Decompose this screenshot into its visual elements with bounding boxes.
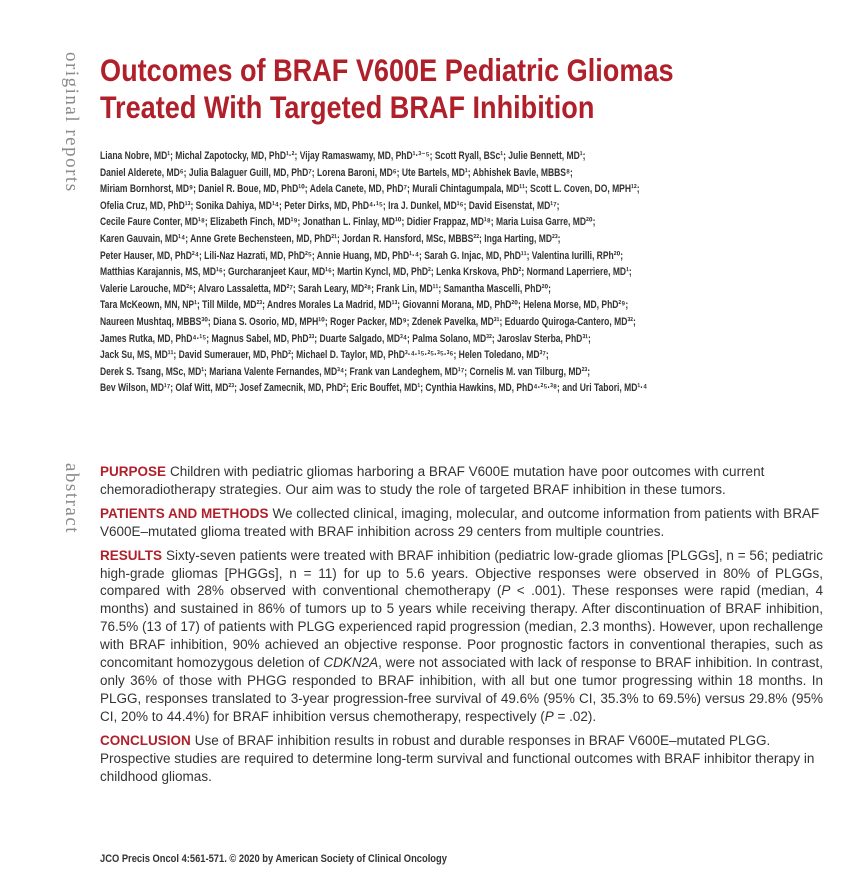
purpose-text: Children with pediatric gliomas harboring a BRAF V600E mutation have poor outcomes with current chemoradiotherapy strategies. Our aim was to study the role of targeted BRAF inhibition in these tumors. bbox=[100, 464, 765, 497]
author-line: James Rutka, MD, PhD⁴·¹⁵; Magnus Sabel, MD, PhD³³; Duarte Salgado, MD³⁴; Palma Solano, MD³²; Jaroslav Sterba, PhD³¹; bbox=[100, 332, 591, 345]
author-line: Miriam Bornhorst, MD⁹; Daniel R. Boue, MD, PhD¹⁰; Adela Canete, MD, PhD⁷; Murali Chintagumpala, MD¹¹; Scott L. Coven, DO, MPH¹²; bbox=[100, 183, 640, 196]
article-title: Outcomes of BRAF V600E Pediatric Gliomas Treated With Targeted BRAF Inhibition bbox=[100, 52, 674, 125]
results-p-symbol-2: P bbox=[544, 708, 554, 724]
author-line: Bev Wilson, MD¹⁷; Olaf Witt, MD²³; Josef Zamecnik, MD, PhD²; Eric Bouffet, MD¹; Cynthia Hawkins, MD, PhD⁴·²⁵·³⁸; and Uri Tabori, MD¹·⁴ bbox=[100, 382, 648, 395]
author-line: Valerie Larouche, MD²⁶; Alvaro Lassaletta, MD²⁷; Sarah Leary, MD²⁸; Frank Lin, MD¹¹; Samantha Mascelli, PhD²⁰; bbox=[100, 282, 552, 295]
author-line: Tara McKeown, MN, NP¹; Till Milde, MD²³; Andres Morales La Madrid, MD¹³; Giovanni Morana, MD, PhD²⁰; Helena Morse, MD, PhD²⁹; bbox=[100, 299, 629, 312]
author-line: Liana Nobre, MD¹; Michal Zapotocky, MD, PhD¹·²; Vijay Ramaswamy, MD, PhD¹·³⁻⁵; Scott Ryall, BSc¹; Julie Bennett, MD¹; bbox=[100, 150, 586, 162]
conclusion-text: Use of BRAF inhibition results in robust and durable responses in BRAF V600E–mutated PLGG. Prospective studies are required to determine long-term survival and functional outcomes with BRAF inhibitor therapy in childhood gliomas. bbox=[100, 732, 815, 784]
author-line: Daniel Alderete, MD⁶; Julia Balaguer Guill, MD, PhD⁷; Lorena Baroni, MD⁶; Ute Bartels, MD¹; Abhishek Bavle, MBBS⁸; bbox=[100, 166, 573, 179]
results-text-1: Sixty-seven patients were treated with BRAF inhibition (pediatric low-grade gliomas [PLGGs], n = 56; pediatric high-grade gliomas [PHGGs], n = 11) for up to 5.6 years. Objective responses were observed in 80% of PLGGs, compared with 28% observed with conventional chemotherapy ( bbox=[100, 547, 823, 599]
section-label-abstract: abstract bbox=[61, 463, 82, 535]
author-line: Derek S. Tsang, MSc, MD¹; Mariana Valente Fernandes, MD³⁴; Frank van Landeghem, MD¹⁷; Cornelis M. van Tilburg, MD²³; bbox=[100, 365, 591, 378]
methods-text: We collected clinical, imaging, molecular, and outcome information from patients with BRAF V600E–mutated glioma treated with BRAF inhibition across 29 centers from multiple countries. bbox=[100, 505, 820, 539]
section-label-original-reports: original reports bbox=[61, 52, 82, 193]
author-line: Matthias Karajannis, MS, MD¹⁶; Gurcharanjeet Kaur, MD¹⁶; Martin Kyncl, MD, PhD²; Lenka Krskova, PhD²; Normand Laperriere, MD¹; bbox=[100, 266, 632, 279]
results-gene-name: CDKN2A bbox=[323, 655, 379, 671]
author-line: Ofelia Cruz, MD, PhD¹³; Sonika Dahiya, MD¹⁴; Peter Dirks, MD, PhD⁴·¹⁵; Ira J. Dunkel, MD¹⁶; David Eisenstat, MD¹⁷; bbox=[100, 199, 560, 212]
results-text-2: < .001). These responses were rapid (median, 4 months) and sustained in 86% of tumors up to 5 years while receiving therapy. After discontinuation of BRAF inhibition, 76.5% (13 of 17) of patients with PLGG experienced rapid progression (median, 2.3 months). However, upon rechallenge with BRAF inhibition, 90% achieved an objective response. Poor prognostic factors in conventional therapies, such as concomitant homozygous deletion of bbox=[100, 583, 823, 671]
author-line: Karen Gauvain, MD¹⁴; Anne Grete Bechensteen, MD, PhD²¹; Jordan R. Hansford, MSc, MBBS²²; Inga Harting, MD²³; bbox=[100, 232, 561, 245]
author-line: Naureen Mushtaq, MBBS³⁰; Diana S. Osorio, MD, MPH¹⁰; Roger Packer, MD⁹; Zdenek Pavelka, MD³¹; Eduardo Quiroga-Cantero, MD³²; bbox=[100, 315, 636, 328]
author-list bbox=[100, 148, 813, 397]
author-line: Peter Hauser, MD, PhD²⁴; Lili-Naz Hazrati, MD, PhD²⁵; Annie Huang, MD, PhD¹·⁴; Sarah G. Injac, MD, PhD¹¹; Valentina Iurilli, RPh²⁰; bbox=[100, 249, 624, 262]
abstract-conclusion bbox=[100, 732, 823, 786]
abstract-results bbox=[100, 547, 823, 726]
author-line: Jack Su, MS, MD¹¹; David Sumerauer, MD, PhD²; Michael D. Taylor, MD, PhD³·⁴·¹⁵·²⁵·³⁵·³⁶; Helen Toledano, MD³⁷; bbox=[100, 349, 549, 362]
conclusion-heading: CONCLUSION bbox=[100, 732, 191, 748]
results-heading: RESULTS bbox=[100, 547, 163, 563]
results-text-4: = .02). bbox=[553, 708, 597, 724]
results-p-symbol-1: P bbox=[501, 583, 511, 599]
author-line: Cecile Faure Conter, MD¹⁸; Elizabeth Finch, MD¹⁹; Jonathan L. Finlay, MD¹⁰; Didier Frappaz, MD¹⁸; Maria Luisa Garre, MD²⁰; bbox=[100, 216, 596, 229]
purpose-heading: PURPOSE bbox=[100, 464, 167, 479]
abstract-purpose bbox=[100, 463, 823, 499]
results-text-3: , were not associated with lack of response to BRAF inhibition. In contrast, only 36% of those with PHGG responded to BRAF inhibition, with all but one tumor progressing within 18 months. In PLGG, responses translated to 3-year progression-free survival of 49.6% (95% CI, 35.3% to 69.5%) versus 29.8% (95% CI, 20% to 44.4%) for BRAF inhibition versus chemotherapy, respectively ( bbox=[100, 655, 823, 724]
citation: JCO Precis Oncol 4:561-571. © 2020 by American Society of Clinical Oncology bbox=[100, 853, 447, 865]
abstract-methods bbox=[100, 505, 823, 541]
abstract bbox=[100, 463, 823, 791]
methods-heading: PATIENTS AND METHODS bbox=[100, 505, 269, 521]
